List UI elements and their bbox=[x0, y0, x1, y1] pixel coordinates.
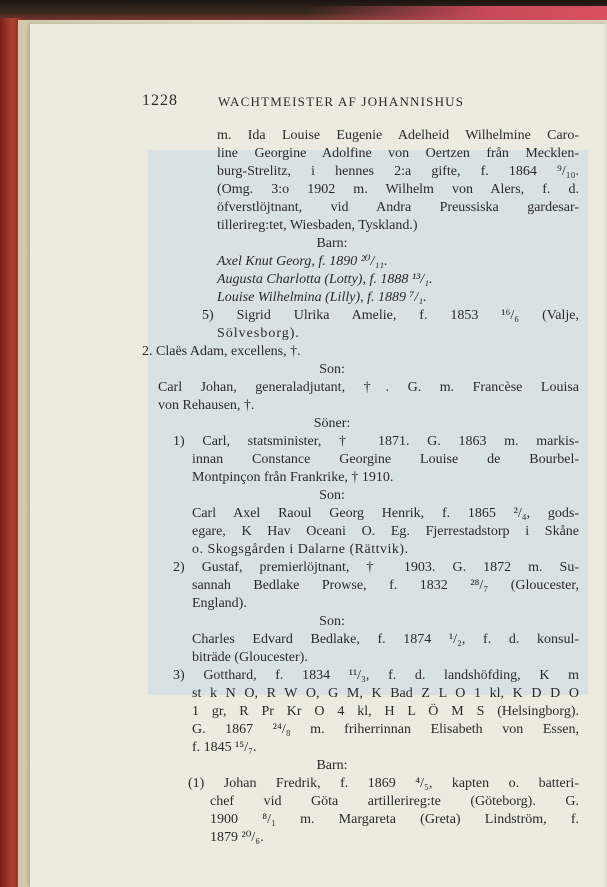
text-line: öfverstlöjtnant, vid Andra Preussiska gardesar- bbox=[217, 200, 579, 215]
text-line: f. 1845 ¹⁵/₇. bbox=[192, 740, 257, 755]
text-line: (1) Johan Fredrik, f. 1869 ⁴/₅, kapten o. batteri- bbox=[188, 776, 579, 791]
page-number: 1228 bbox=[142, 92, 178, 109]
text-line: G. 1867 ²⁴/₈ m. friherrinnan Elisabeth von Essen, bbox=[192, 722, 579, 737]
text-line: Montpinçon från Frankrike, † 1910. bbox=[192, 470, 394, 485]
text-line: chef vid Göta artillerireg:te (Göteborg). G. bbox=[210, 794, 579, 809]
text-line: (Omg. 3:o 1902 m. Wilhelm von Alers, f. d. bbox=[217, 182, 579, 197]
section-label: Son: bbox=[319, 614, 345, 629]
text-line: 1879 ²⁰/₆. bbox=[210, 830, 264, 845]
section-label: Barn: bbox=[316, 236, 348, 251]
text-line: 5) Sigrid Ulrika Amelie, f. 1853 ¹⁶/₆ (Valje, bbox=[202, 308, 579, 323]
text-line: egare, K Hav Oceani O. Eg. Fjerrestadstorp i Skåne bbox=[192, 524, 579, 539]
text-line: 2) Gustaf, premierlöjtnant, † 1903. G. 1872 m. Su- bbox=[173, 560, 579, 575]
text-line: Charles Edvard Bedlake, f. 1874 ¹/₂, f. d. konsul- bbox=[192, 632, 579, 647]
text-line: Carl Axel Raoul Georg Henrik, f. 1865 ²/₄, gods- bbox=[192, 506, 579, 521]
text-line: line Georgine Adolfine von Oertzen från Mecklen- bbox=[217, 146, 579, 161]
text-line: 1900 ⁸/₁ m. Margareta (Greta) Lindström, f. bbox=[210, 812, 579, 827]
text-line: burg-Strelitz, i hennes 2:a gifte, f. 1864 ⁹/₁₀. bbox=[217, 164, 579, 179]
text-line: 1 gr, R Pr Kr O 4 kl, H L Ö M S (Helsingborg). bbox=[192, 704, 579, 719]
text-line: o. Skogsgården i Dalarne (Rättvik). bbox=[192, 542, 409, 557]
text-line: 1) Carl, statsminister, † 1871. G. 1863 m. markis- bbox=[173, 434, 579, 449]
text-line: England). bbox=[192, 596, 247, 611]
text-line: m. Ida Louise Eugenie Adelheid Wilhelmine Caro- bbox=[217, 128, 579, 143]
section-label: Barn: bbox=[316, 758, 348, 773]
text-line: 2. Claës Adam, excellens, †. bbox=[142, 344, 301, 359]
text-line: Augusta Charlotta (Lotty), f. 1888 ¹³/₁. bbox=[217, 272, 433, 287]
text-line: 3) Gotthard, f. 1834 ¹¹/₃, f. d. landshöfding, K m bbox=[173, 668, 579, 683]
text-line: sannah Bedlake Prowse, f. 1832 ²⁸/₇ (Gloucester, bbox=[192, 578, 579, 593]
text-line: Carl Johan, generaladjutant, †. G. m. Francèse Louisa bbox=[158, 380, 579, 395]
section-label: Söner: bbox=[313, 416, 351, 431]
text-line: st k N O, R W O, G M, K Bad Z L O 1 kl, K D D O bbox=[192, 686, 579, 701]
section-label: Son: bbox=[319, 488, 345, 503]
section-label: Son: bbox=[319, 362, 345, 377]
text-line: Louise Wilhelmina (Lilly), f. 1889 ⁷/₁. bbox=[217, 290, 427, 305]
text-line: Sölvesborg). bbox=[217, 326, 300, 341]
text-line: tillerireg:tet, Wiesbaden, Tyskland.) bbox=[217, 218, 418, 233]
text-line: innan Constance Georgine Louise de Bourbel- bbox=[192, 452, 579, 467]
text-line: Axel Knut Georg, f. 1890 ²⁰/₁₁. bbox=[217, 254, 388, 269]
running-title: WACHTMEISTER AF JOHANNISHUS bbox=[218, 94, 465, 109]
text-line: von Rehausen, †. bbox=[158, 398, 255, 413]
text-line: biträde (Gloucester). bbox=[192, 650, 308, 665]
